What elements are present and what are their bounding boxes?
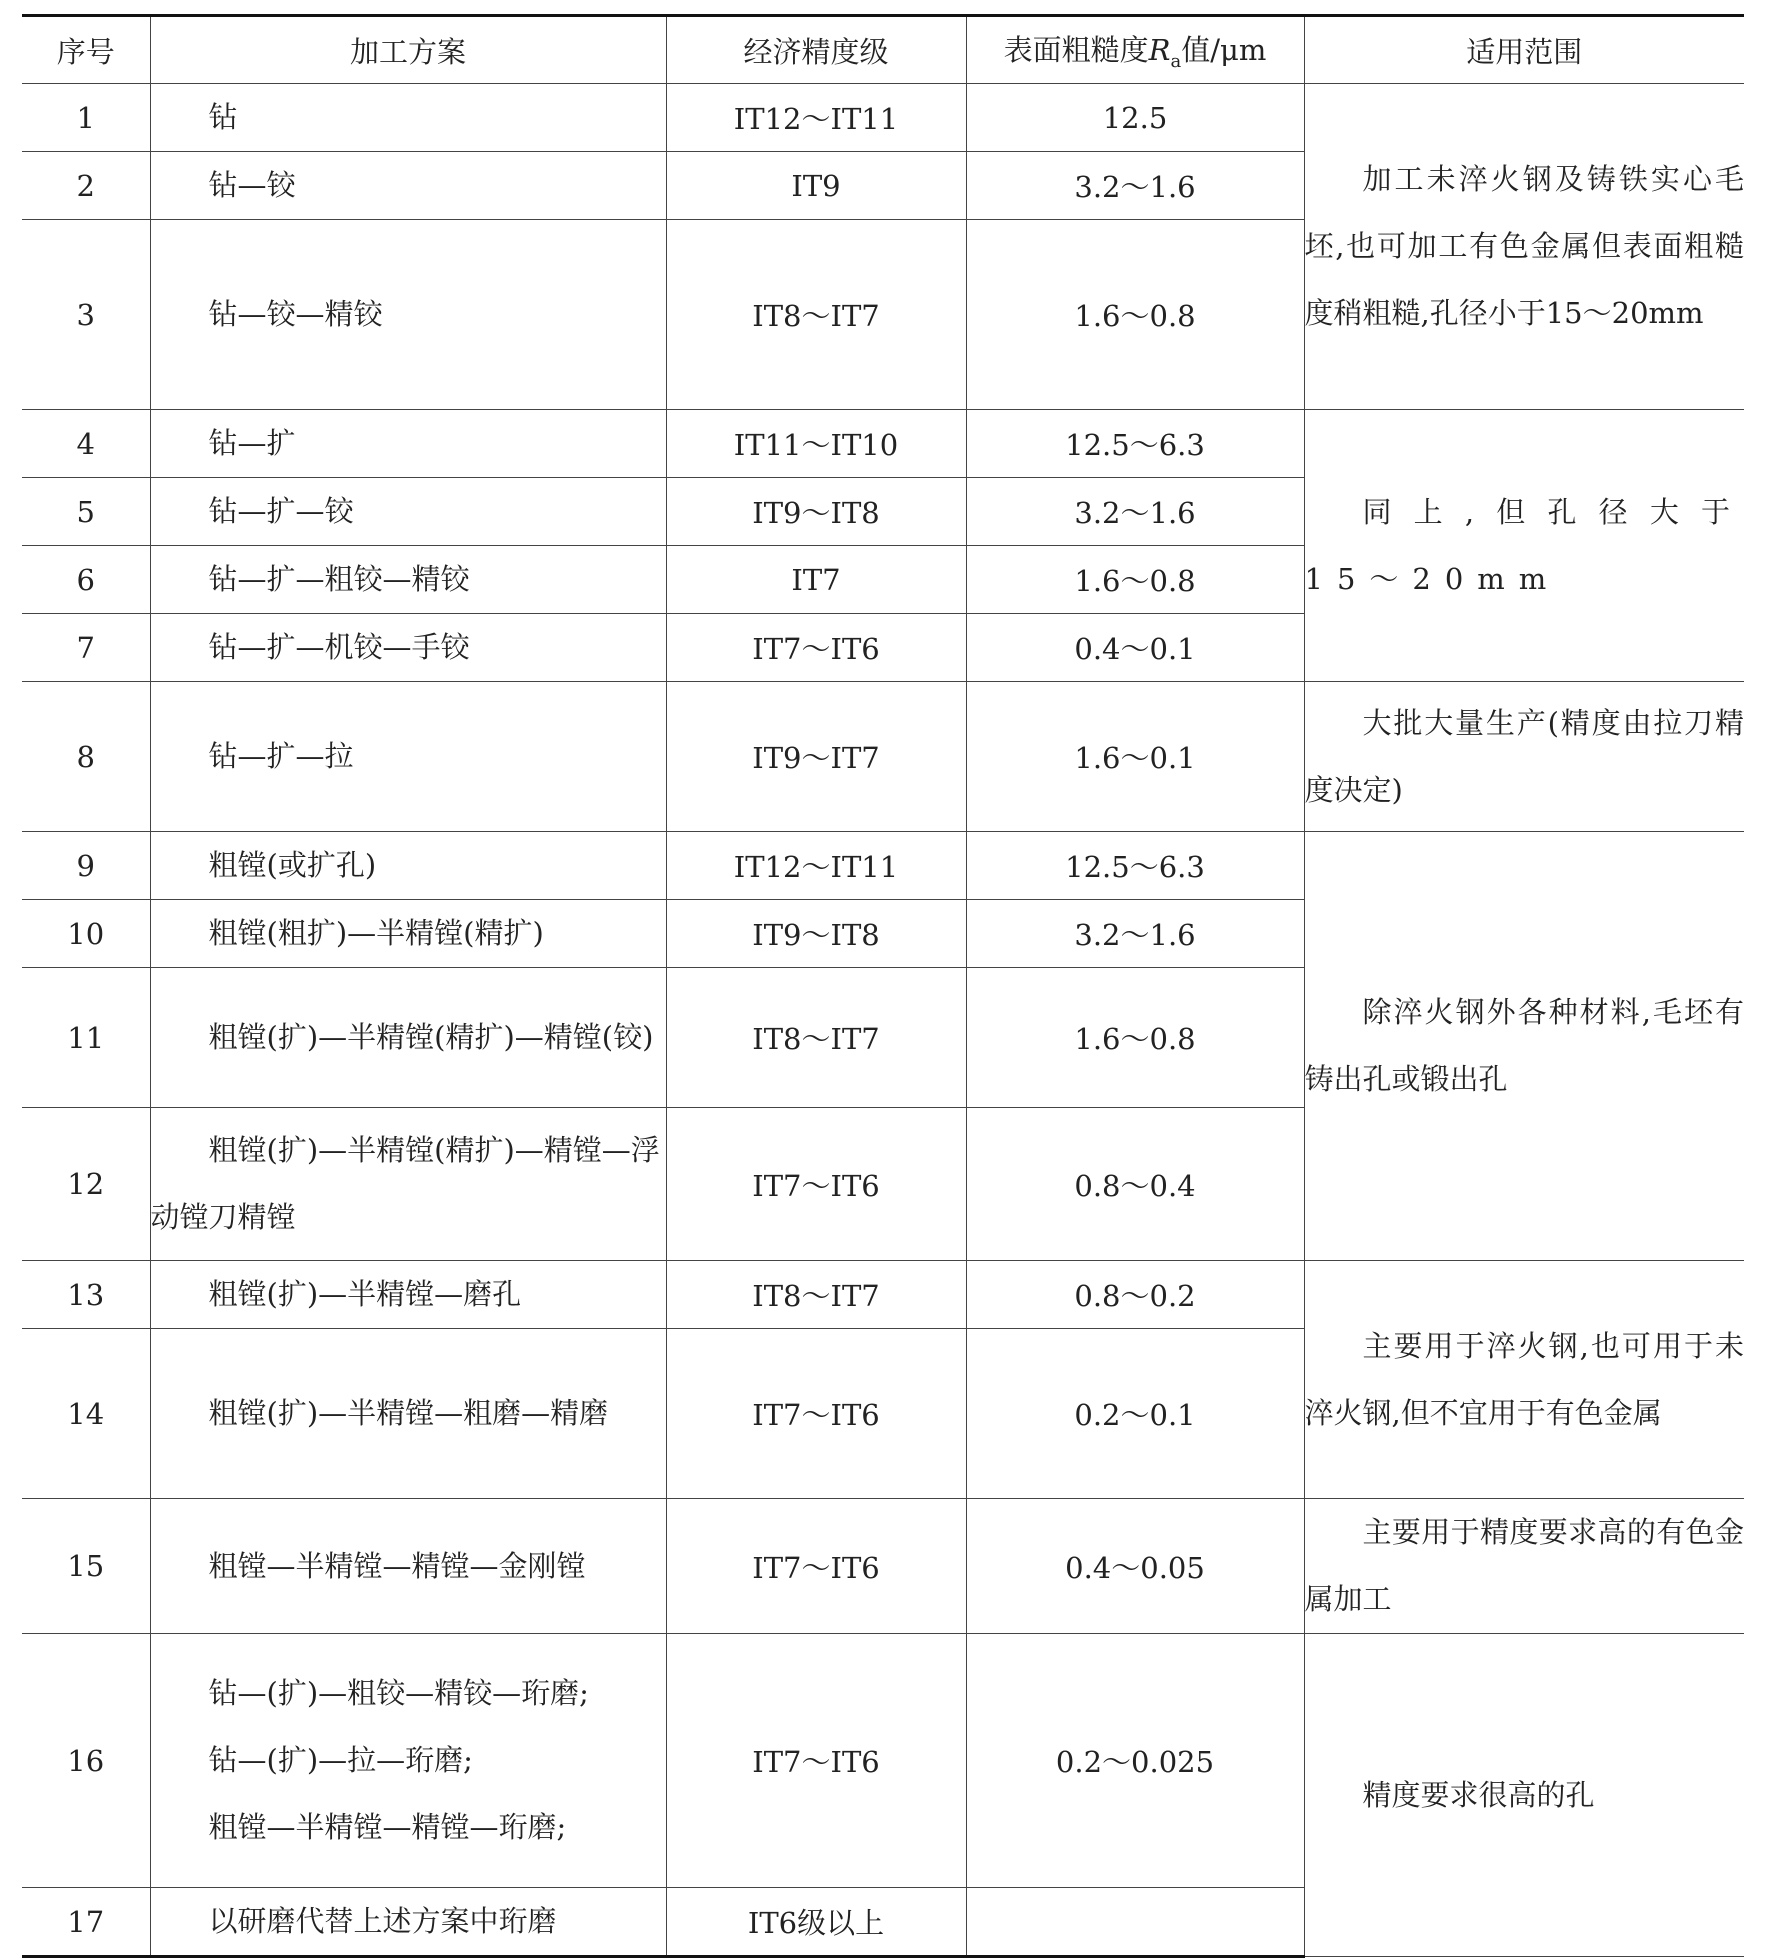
row-number: 11 <box>22 968 150 1108</box>
roughness-cell <box>966 1888 1304 1957</box>
method-text: 钻—铰 <box>208 168 296 202</box>
grade-cell: IT9～IT8 <box>666 900 966 968</box>
header-seq: 序号 <box>22 16 150 84</box>
method-text: 粗镗(扩)—半精镗(精扩)—精镗—浮动镗刀精镗 <box>150 1133 660 1234</box>
row-number: 7 <box>22 614 150 682</box>
grade-cell: IT6级以上 <box>666 1888 966 1957</box>
scope-text: 主要用于精度要求高的有色金属加工 <box>1304 1515 1744 1616</box>
grade-cell: IT7 <box>666 546 966 614</box>
method-text: 粗镗(扩)—半精镗(精扩)—精镗(铰) <box>208 1020 654 1054</box>
grade-cell: IT12～IT11 <box>666 84 966 152</box>
header-row <box>22 16 1744 84</box>
process-table <box>22 14 1744 1958</box>
roughness-cell: 3.2～1.6 <box>966 900 1304 968</box>
table-row <box>22 1261 1744 1329</box>
scope-text: 精度要求很高的孔 <box>1362 1777 1595 1812</box>
header-roughness-sub: a <box>1170 50 1182 72</box>
method-cell <box>150 1499 666 1634</box>
method-text: 钻—扩—粗铰—精铰 <box>208 562 470 596</box>
row-number: 5 <box>22 478 150 546</box>
scope-cell <box>1304 1261 1744 1499</box>
method-cell <box>150 220 666 410</box>
scope-cell <box>1304 682 1744 832</box>
scope-text: 加工未淬火钢及铸铁实心毛坯,也可加工有色金属但表面粗糙度稍粗糙,孔径小于15～20mm <box>1304 162 1744 330</box>
row-number: 15 <box>22 1499 150 1634</box>
roughness-cell: 1.6～0.1 <box>966 682 1304 832</box>
roughness-cell: 1.6～0.8 <box>966 968 1304 1108</box>
grade-cell: IT7～IT6 <box>666 1108 966 1261</box>
method-text: 钻—铰—精铰 <box>208 297 383 331</box>
scope-cell <box>1304 1499 1744 1634</box>
roughness-cell: 0.2～0.1 <box>966 1329 1304 1499</box>
roughness-cell: 12.5～6.3 <box>966 410 1304 478</box>
method-text: 粗镗—半精镗—精镗—金刚镗 <box>208 1548 586 1583</box>
method-cell <box>150 614 666 682</box>
grade-cell: IT7～IT6 <box>666 1634 966 1888</box>
method-text: 粗镗(或扩孔) <box>208 848 377 882</box>
row-number: 1 <box>22 84 150 152</box>
scope-text: 主要用于淬火钢,也可用于未淬火钢,但不宜用于有色金属 <box>1304 1328 1744 1430</box>
row-number: 10 <box>22 900 150 968</box>
row-number: 8 <box>22 682 150 832</box>
row-number: 3 <box>22 220 150 410</box>
table-row <box>22 410 1744 478</box>
header-roughness <box>966 16 1304 84</box>
row-number: 9 <box>22 832 150 900</box>
scope-text: 除淬火钢外各种材料,毛坯有铸出孔或锻出孔 <box>1304 995 1744 1096</box>
header-roughness-pre: 表面粗糙度 <box>1003 33 1149 68</box>
roughness-cell: 0.4～0.1 <box>966 614 1304 682</box>
row-number: 17 <box>22 1888 150 1957</box>
method-cell <box>150 832 666 900</box>
roughness-cell: 12.5～6.3 <box>966 832 1304 900</box>
header-roughness-symbol: R <box>1148 33 1171 68</box>
table-row <box>22 682 1744 832</box>
method-text: 钻 <box>208 100 238 134</box>
row-number: 13 <box>22 1261 150 1329</box>
row-number: 12 <box>22 1108 150 1261</box>
method-cell <box>150 546 666 614</box>
method-line: 粗镗—半精镗—精镗—珩磨; <box>208 1810 567 1844</box>
method-cell <box>150 900 666 968</box>
method-cell <box>150 84 666 152</box>
scope-text: 同上,但孔径大于15～20mm <box>1304 494 1744 596</box>
method-cell <box>150 1108 666 1261</box>
method-cell <box>150 1888 666 1957</box>
header-roughness-post: 值/μm <box>1181 33 1267 68</box>
roughness-cell: 0.8～0.4 <box>966 1108 1304 1261</box>
roughness-cell: 1.6～0.8 <box>966 546 1304 614</box>
row-number: 4 <box>22 410 150 478</box>
method-cell <box>150 968 666 1108</box>
header-grade: 经济精度级 <box>666 16 966 84</box>
scope-cell <box>1304 410 1744 682</box>
table-row <box>22 84 1744 152</box>
method-line: 钻—(扩)—拉—珩磨; <box>208 1743 473 1777</box>
table-row <box>22 1499 1744 1634</box>
grade-cell: IT7～IT6 <box>666 1499 966 1634</box>
method-cell <box>150 682 666 832</box>
method-cell <box>150 152 666 220</box>
method-text: 以研磨代替上述方案中珩磨 <box>208 1904 557 1938</box>
method-cell <box>150 410 666 478</box>
grade-cell: IT7～IT6 <box>666 614 966 682</box>
roughness-cell: 12.5 <box>966 84 1304 152</box>
row-number: 6 <box>22 546 150 614</box>
table-row <box>22 832 1744 900</box>
header-scope: 适用范围 <box>1304 16 1744 84</box>
method-cell <box>150 478 666 546</box>
method-text: 钻—扩—机铰—手铰 <box>208 630 470 664</box>
grade-cell: IT9～IT7 <box>666 682 966 832</box>
scope-cell <box>1304 1634 1744 1957</box>
row-number: 16 <box>22 1634 150 1888</box>
method-text: 钻—扩—铰 <box>208 494 354 528</box>
grade-cell: IT9 <box>666 152 966 220</box>
method-cell <box>150 1329 666 1499</box>
row-number: 14 <box>22 1329 150 1499</box>
roughness-cell: 0.4～0.05 <box>966 1499 1304 1634</box>
grade-cell: IT8～IT7 <box>666 1261 966 1329</box>
scope-text: 大批大量生产(精度由拉刀精度决定) <box>1304 705 1744 807</box>
method-text: 粗镗(粗扩)—半精镗(精扩) <box>208 916 544 950</box>
grade-cell: IT12～IT11 <box>666 832 966 900</box>
roughness-cell: 1.6～0.8 <box>966 220 1304 410</box>
method-text: 钻—扩—拉 <box>208 739 354 773</box>
grade-cell: IT7～IT6 <box>666 1329 966 1499</box>
method-cell <box>150 1261 666 1329</box>
method-line: 钻—(扩)—粗铰—精铰—珩磨; <box>208 1676 589 1710</box>
method-text: 钻—扩 <box>208 426 296 460</box>
grade-cell: IT9～IT8 <box>666 478 966 546</box>
grade-cell: IT8～IT7 <box>666 220 966 410</box>
roughness-cell: 0.2～0.025 <box>966 1634 1304 1888</box>
roughness-cell: 3.2～1.6 <box>966 478 1304 546</box>
method-text: 粗镗(扩)—半精镗—磨孔 <box>208 1277 522 1311</box>
grade-cell: IT11～IT10 <box>666 410 966 478</box>
scope-cell <box>1304 832 1744 1261</box>
scope-cell <box>1304 84 1744 410</box>
table-row <box>22 1634 1744 1888</box>
method-text: 粗镗(扩)—半精镗—粗磨—精磨 <box>208 1396 609 1430</box>
row-number: 2 <box>22 152 150 220</box>
roughness-cell: 0.8～0.2 <box>966 1261 1304 1329</box>
roughness-cell: 3.2～1.6 <box>966 152 1304 220</box>
grade-cell: IT8～IT7 <box>666 968 966 1108</box>
header-method: 加工方案 <box>150 16 666 84</box>
method-cell <box>150 1634 666 1888</box>
